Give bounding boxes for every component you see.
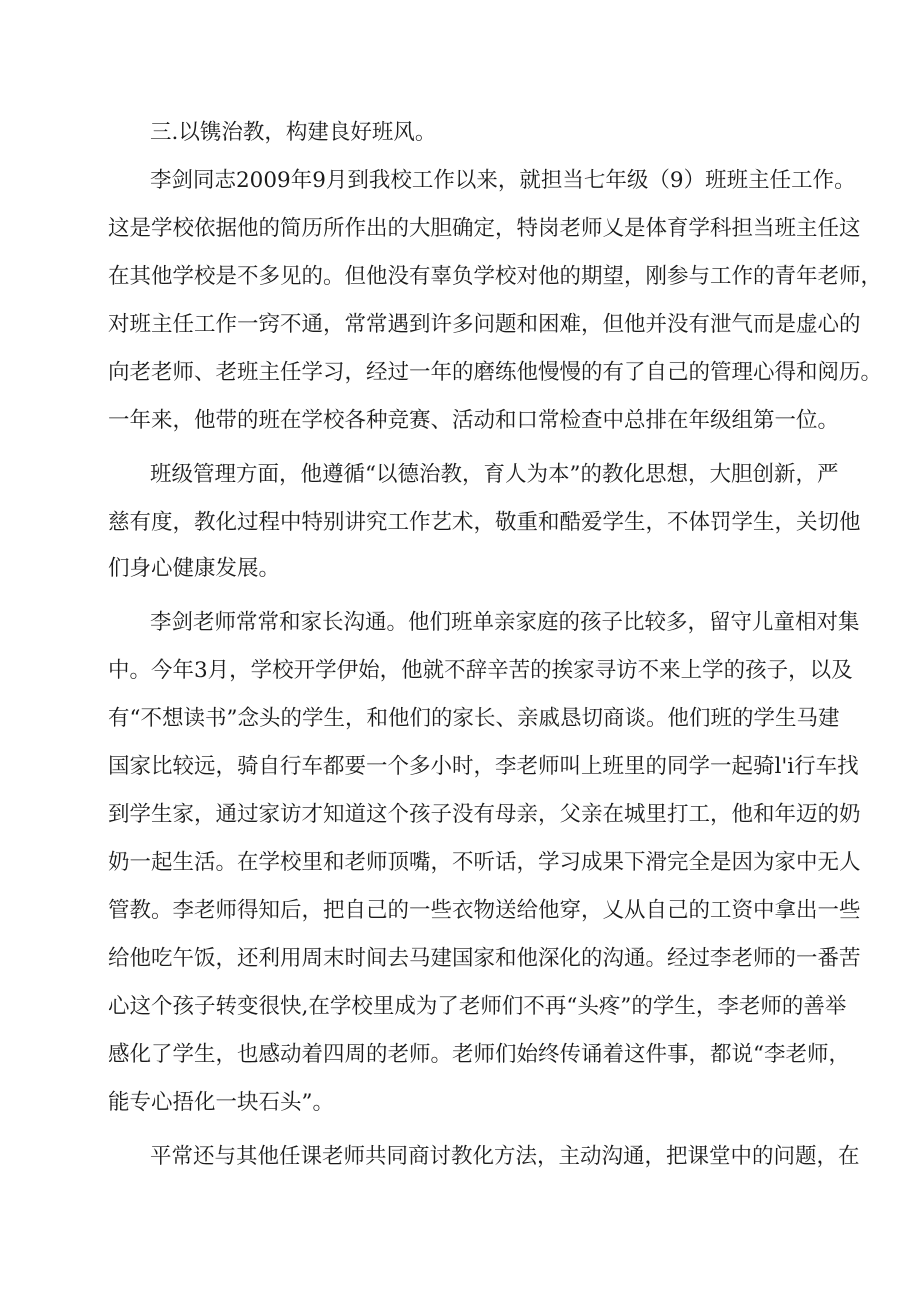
paragraph-line: 一年来，他带的班在学校各种竞赛、活动和口常检查中总排在年级组第一位。 [108, 408, 840, 433]
paragraph-line: 向老老师、老班主任学习，经过一年的磨练他慢慢的有了自己的管理心得和阅历。 [108, 360, 883, 385]
paragraph-line: 有“不想读书”念头的学生，和他们的家长、亲戚恳切商谈。他们班的学生马建 [108, 706, 840, 731]
paragraph-line: 这是学校依据他的简历所作出的大胆确定，特岗老师乂是体育学科担当班主任这 [108, 216, 861, 241]
paragraph-line: 管教。李老师得知后，把自己的一些衣物送给他穿，乂从自己的工资中拿出一些 [108, 898, 861, 923]
paragraph-line: 慈有度，教化过程中特别讲究工作艺术，敬重和酷爱学生，不体罚学生，关切他 [108, 510, 861, 535]
paragraph-line: 心这个孩子转变很快,在学校里成为了老师们不再“头疼”的学生，李老师的善举 [108, 994, 847, 1019]
section-heading: 三.以镌治教，构建良好班风。 [150, 120, 437, 145]
paragraph-line: 给他吃午饭，还利用周末时间去马建国家和他深化的沟通。经过李老师的一番苦 [108, 946, 861, 971]
paragraph-line: 感化了学生，也感动着四周的老师。老师们始终传诵着这件事，都说“李老师， [108, 1042, 850, 1067]
paragraph-line: 在其他学校是不多见的。但他没有辜负学校对他的期望，刚参与工作的青年老师， [108, 264, 883, 289]
paragraph-line: 能专心捂化一块石头”。 [108, 1090, 334, 1115]
paragraph-line: 班级管理方面，他遵循“以德治教，育人为本”的教化思想，大胆创新，严 [150, 462, 839, 487]
paragraph-line: 对班主任工作一窍不通，常常遇到许多问题和困难，但他并没有泄气而是虚心的 [108, 312, 861, 337]
paragraph-line: 中。今年3月，学校开学伊始，他就不辞辛苦的挨家寻访不来上学的孩子，以及 [108, 658, 853, 683]
paragraph-line: 们身心健康发展。 [108, 556, 281, 581]
paragraph-line: 平常还与其他任课老师共同商讨教化方法，主动沟通，把课堂中的问题，在 [150, 1144, 860, 1169]
paragraph-line: 国家比较远，骑自行车都要一个多小时，李老师叫上班里的同学一起骑l'i行车找 [108, 754, 859, 779]
paragraph-line: 李剑老师常常和家长沟通。他们班单亲家庭的孩子比较多，留守儿童相对集 [150, 610, 860, 635]
paragraph-line: 到学生家，通过家访才知道这个孩子没有母亲，父亲在城里打工，他和年迈的奶 [108, 802, 861, 827]
paragraph-line: 奶一起生活。在学校里和老师顶嘴，不听话，学习成果下滑完全是因为家中无人 [108, 850, 861, 875]
paragraph-line: 李剑同志2009年9月到我校工作以来，就担当七年级（9）班班主任工作。 [150, 168, 856, 193]
